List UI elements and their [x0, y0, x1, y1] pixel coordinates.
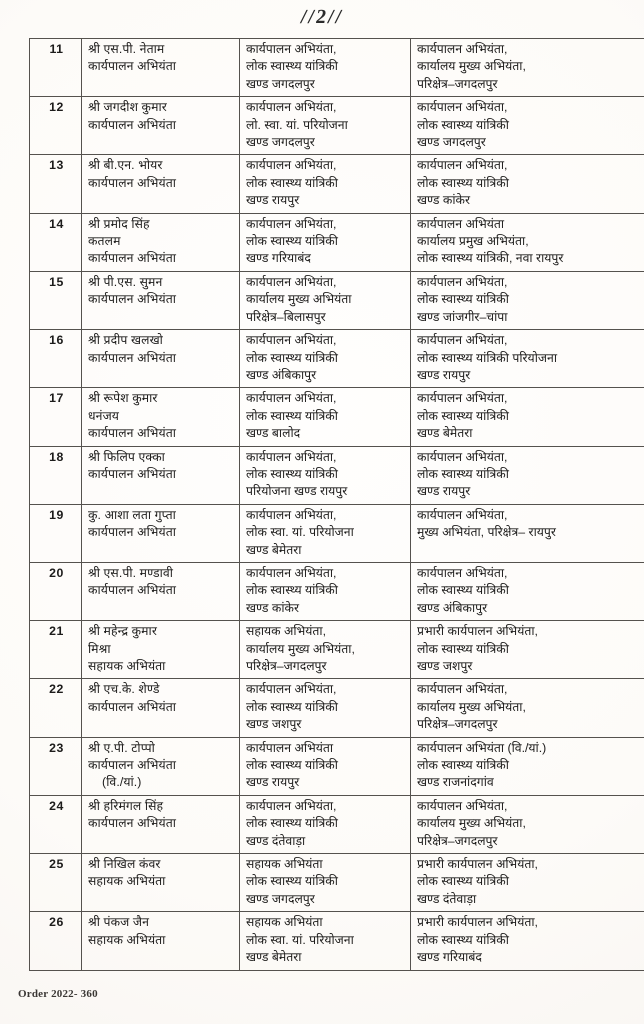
- cell-officer-name: [82, 446, 240, 504]
- cell-new-posting-line: खण्ड दंतेवाड़ा: [417, 891, 477, 906]
- cell-present-posting: [240, 388, 411, 446]
- cell-new-posting-line: कार्यपालन अभियंता,: [417, 682, 508, 697]
- cell-new-posting-line: खण्ड जांजगीर–चांपा: [417, 309, 508, 324]
- cell-officer-name: [82, 271, 240, 329]
- cell-present-posting-line: खण्ड जशपुर: [246, 717, 302, 732]
- cell-new-posting-line: मुख्य अभियंता, परिक्षेत्र– रायपुर: [417, 525, 556, 540]
- cell-serial-number: 21: [30, 621, 82, 679]
- cell-new-posting-line: कार्यालय मुख्य अभियंता,: [417, 59, 526, 74]
- cell-officer-name-line: मिश्रा: [88, 641, 111, 656]
- cell-officer-name-line: श्री एस.पी. नेताम: [88, 42, 165, 56]
- cell-present-posting-line: खण्ड बालोद: [246, 426, 301, 441]
- cell-new-posting-line: कार्यपालन अभियंता,: [417, 42, 508, 56]
- cell-officer-name-line: कु. आशा लता गुप्ता: [88, 507, 176, 522]
- cell-officer-name: [82, 562, 240, 620]
- cell-present-posting-line: खण्ड रायपुर: [246, 193, 300, 208]
- cell-new-posting: [411, 213, 644, 271]
- cell-present-posting-line: सहायक अभियंता,: [246, 624, 326, 639]
- table-row: [30, 562, 644, 620]
- cell-present-posting: [240, 446, 411, 504]
- cell-present-posting-line: कार्यपालन अभियंता,: [246, 391, 337, 406]
- cell-officer-name-line: कार्यपालन अभियंता: [88, 350, 177, 365]
- cell-officer-name-line: श्री फिलिप एक्का: [88, 449, 165, 464]
- cell-present-posting-line: परियोजना खण्ड रायपुर: [246, 484, 348, 499]
- cell-officer-name: [82, 330, 240, 388]
- table-row: [30, 388, 644, 446]
- cell-present-posting-line: कार्यालय मुख्य अभियंता,: [246, 641, 355, 656]
- cell-officer-name-line: श्री प्रदीप खलखो: [88, 333, 163, 348]
- cell-officer-name: [82, 388, 240, 446]
- cell-present-posting-line: खण्ड कांकेर: [246, 600, 299, 615]
- cell-officer-name-line: कार्यपालन अभियंता: [88, 292, 177, 307]
- cell-officer-name-line: श्री पंकज जैन: [88, 915, 150, 930]
- cell-new-posting: [411, 446, 644, 504]
- cell-present-posting-line: कार्यपालन अभियंता,: [246, 158, 337, 173]
- cell-serial-number: 23: [30, 737, 82, 795]
- cell-present-posting-line: लोक स्वास्थ्य यांत्रिकी: [246, 816, 338, 831]
- cell-officer-name: [82, 795, 240, 853]
- cell-present-posting-line: कार्यपालन अभियंता,: [246, 333, 337, 348]
- cell-officer-name-line: कार्यपालन अभियंता: [88, 175, 177, 190]
- cell-present-posting-line: खण्ड गरियाबंद: [246, 251, 311, 266]
- cell-new-posting-line: प्रभारी कार्यपालन अभियंता,: [417, 857, 538, 872]
- cell-present-posting-line: लोक स्वास्थ्य यांत्रिकी: [246, 59, 338, 74]
- cell-new-posting: [411, 271, 644, 329]
- cell-present-posting-line: परिक्षेत्र–जगदलपुर: [246, 659, 327, 673]
- cell-new-posting: [411, 388, 644, 446]
- cell-new-posting-line: कार्यपालन अभियंता,: [417, 274, 508, 289]
- cell-new-posting-line: कार्यपालन अभियंता,: [417, 449, 508, 464]
- cell-present-posting: [240, 39, 411, 97]
- cell-officer-name-line: कार्यपालन अभियंता: [88, 426, 177, 441]
- cell-present-posting-line: खण्ड जगदलपुर: [246, 891, 315, 906]
- cell-present-posting: [240, 737, 411, 795]
- table-row: [30, 39, 644, 97]
- cell-officer-name-line: कार्यपालन अभियंता: [88, 117, 177, 132]
- cell-serial-number: 24: [30, 795, 82, 853]
- cell-new-posting-line: कार्यपालन अभियंता,: [417, 333, 508, 348]
- cell-present-posting-line: कार्यपालन अभियंता,: [246, 798, 337, 813]
- cell-officer-name-line: श्री ए.पी. टोप्पो: [88, 740, 155, 755]
- cell-present-posting-line: कार्यपालन अभियंता,: [246, 216, 337, 231]
- cell-new-posting-line: खण्ड जगदलपुर: [417, 135, 486, 150]
- cell-new-posting-line: कार्यपालन अभियंता,: [417, 391, 508, 406]
- cell-officer-name-line: श्री रूपेश कुमार: [88, 391, 158, 406]
- cell-new-posting-line: प्रभारी कार्यपालन अभियंता,: [417, 915, 538, 930]
- cell-officer-name-line: कतलम: [88, 234, 121, 249]
- cell-serial-number: 17: [30, 388, 82, 446]
- cell-present-posting-line: लोक स्वास्थ्य यांत्रिकी: [246, 874, 338, 889]
- cell-new-posting-line: खण्ड राजनांदगांव: [417, 775, 494, 790]
- cell-present-posting-line: लोक स्वास्थ्य यांत्रिकी: [246, 699, 338, 714]
- cell-new-posting: [411, 795, 644, 853]
- cell-new-posting: [411, 562, 644, 620]
- cell-new-posting-line: खण्ड गरियाबंद: [417, 950, 482, 965]
- cell-new-posting-line: लोक स्वास्थ्य यांत्रिकी: [417, 117, 509, 132]
- cell-present-posting: [240, 271, 411, 329]
- table-row: [30, 271, 644, 329]
- table-row: [30, 854, 644, 912]
- cell-new-posting-line: कार्यालय मुख्य अभियंता,: [417, 816, 526, 831]
- cell-new-posting: [411, 912, 644, 970]
- cell-officer-name: [82, 912, 240, 970]
- cell-officer-name-line: श्री हरिमंगल सिंह: [88, 798, 164, 813]
- cell-officer-name-line: सहायक अभियंता: [88, 659, 166, 673]
- cell-present-posting-line: लोक स्वास्थ्य यांत्रिकी: [246, 175, 338, 190]
- cell-serial-number: 12: [30, 97, 82, 155]
- cell-present-posting-line: लोक स्वास्थ्य यांत्रिकी: [246, 234, 338, 249]
- cell-officer-name-line: श्री एच.के. शेण्डे: [88, 682, 160, 697]
- cell-present-posting-line: खण्ड बेमेतरा: [246, 950, 302, 965]
- cell-present-posting-line: लोक स्वास्थ्य यांत्रिकी: [246, 408, 338, 423]
- cell-officer-name: [82, 97, 240, 155]
- cell-new-posting: [411, 155, 644, 213]
- transfer-order-table: [29, 38, 644, 971]
- cell-present-posting-line: कार्यपालन अभियंता,: [246, 507, 337, 522]
- cell-serial-number: 25: [30, 854, 82, 912]
- cell-officer-name: [82, 621, 240, 679]
- cell-present-posting-line: परिक्षेत्र–बिलासपुर: [246, 309, 326, 324]
- cell-new-posting-line: लोक स्वास्थ्य यांत्रिकी: [417, 583, 509, 598]
- cell-new-posting-line: लोक स्वास्थ्य यांत्रिकी: [417, 641, 509, 656]
- table-row: [30, 621, 644, 679]
- table-row: [30, 330, 644, 388]
- cell-new-posting-line: खण्ड कांकेर: [417, 193, 470, 208]
- cell-new-posting: [411, 679, 644, 737]
- cell-officer-name: [82, 504, 240, 562]
- cell-officer-name-line: श्री जगदीश कुमार: [88, 100, 167, 115]
- cell-new-posting-line: खण्ड जशपुर: [417, 659, 473, 673]
- cell-officer-name: [82, 679, 240, 737]
- cell-new-posting-line: लोक स्वास्थ्य यांत्रिकी, नवा रायपुर: [417, 251, 564, 266]
- cell-officer-name-line: कार्यपालन अभियंता: [88, 251, 177, 266]
- cell-officer-name-line: धनंजय: [88, 408, 120, 423]
- cell-present-posting-line: खण्ड बेमेतरा: [246, 542, 302, 557]
- cell-new-posting-line: कार्यालय मुख्य अभियंता,: [417, 699, 526, 714]
- table-row: [30, 446, 644, 504]
- cell-serial-number: 16: [30, 330, 82, 388]
- cell-new-posting-line: खण्ड अंबिकापुर: [417, 600, 488, 615]
- cell-present-posting-line: कार्यपालन अभियंता,: [246, 682, 337, 697]
- cell-serial-number: 22: [30, 679, 82, 737]
- page-number-mark: //2//: [299, 6, 345, 28]
- table-row: [30, 504, 644, 562]
- cell-new-posting-line: कार्यपालन अभियंता,: [417, 158, 508, 173]
- cell-present-posting: [240, 679, 411, 737]
- cell-serial-number: 26: [30, 912, 82, 970]
- cell-officer-name-line: कार्यपालन अभियंता: [88, 525, 177, 540]
- cell-officer-name-line: श्री बी.एन. भोयर: [88, 158, 163, 173]
- cell-serial-number: 19: [30, 504, 82, 562]
- cell-present-posting-line: लोक स्वास्थ्य यांत्रिकी: [246, 350, 338, 365]
- cell-new-posting-line: प्रभारी कार्यपालन अभियंता,: [417, 624, 538, 639]
- table-row: [30, 97, 644, 155]
- cell-officer-name-line: (वि./यां.): [102, 775, 142, 790]
- table-row: [30, 912, 644, 970]
- cell-new-posting-line: कार्यपालन अभियंता: [417, 216, 505, 231]
- cell-present-posting-line: खण्ड अंबिकापुर: [246, 367, 317, 382]
- cell-officer-name-line: श्री निखिल कंवर: [88, 857, 161, 872]
- cell-present-posting: [240, 854, 411, 912]
- cell-present-posting-line: कार्यपालन अभियंता,: [246, 42, 337, 56]
- cell-officer-name-line: श्री एस.पी. मण्डावी: [88, 565, 174, 580]
- cell-new-posting-line: खण्ड बेमेतरा: [417, 426, 473, 441]
- cell-present-posting-line: सहायक अभियंता: [246, 857, 323, 872]
- cell-new-posting-line: कार्यपालन अभियंता (वि./यां.): [417, 740, 547, 755]
- cell-serial-number: 14: [30, 213, 82, 271]
- cell-present-posting-line: कार्यपालन अभियंता,: [246, 274, 337, 289]
- cell-new-posting-line: खण्ड रायपुर: [417, 484, 471, 499]
- cell-officer-name-line: कार्यपालन अभियंता: [88, 583, 177, 598]
- table-row: [30, 213, 644, 271]
- cell-present-posting: [240, 912, 411, 970]
- cell-serial-number: 18: [30, 446, 82, 504]
- cell-serial-number: 20: [30, 562, 82, 620]
- cell-present-posting-line: खण्ड रायपुर: [246, 775, 300, 790]
- cell-officer-name-line: श्री महेन्द्र कुमार: [88, 624, 157, 639]
- cell-present-posting-line: लोक स्वा. यां. परियोजना: [246, 525, 354, 540]
- cell-present-posting-line: कार्यपालन अभियंता,: [246, 565, 337, 580]
- cell-present-posting-line: लोक स्वा. यां. परियोजना: [246, 932, 354, 947]
- cell-new-posting-line: लोक स्वास्थ्य यांत्रिकी: [417, 292, 509, 307]
- cell-new-posting: [411, 854, 644, 912]
- cell-new-posting-line: परिक्षेत्र–जगदलपुर: [417, 76, 498, 91]
- cell-serial-number: 11: [30, 39, 82, 97]
- cell-officer-name: [82, 39, 240, 97]
- table-row: [30, 737, 644, 795]
- cell-new-posting-line: लोक स्वास्थ्य यांत्रिकी: [417, 758, 509, 773]
- cell-officer-name: [82, 155, 240, 213]
- cell-officer-name-line: श्री पी.एस. सुमन: [88, 274, 163, 289]
- table-row: [30, 679, 644, 737]
- cell-officer-name-line: सहायक अभियंता: [88, 932, 166, 947]
- cell-present-posting: [240, 330, 411, 388]
- cell-present-posting: [240, 795, 411, 853]
- cell-new-posting-line: लोक स्वास्थ्य यांत्रिकी: [417, 408, 509, 423]
- cell-officer-name: [82, 854, 240, 912]
- order-footer-note: Order 2022- 360: [18, 988, 98, 1000]
- cell-officer-name-line: कार्यपालन अभियंता: [88, 699, 177, 714]
- cell-new-posting-line: लोक स्वास्थ्य यांत्रिकी: [417, 466, 509, 481]
- cell-new-posting: [411, 97, 644, 155]
- table-body: [30, 39, 644, 971]
- cell-serial-number: 15: [30, 271, 82, 329]
- cell-present-posting: [240, 562, 411, 620]
- cell-new-posting: [411, 39, 644, 97]
- table-row: [30, 155, 644, 213]
- cell-officer-name-line: कार्यपालन अभियंता: [88, 758, 177, 773]
- cell-officer-name: [82, 737, 240, 795]
- cell-new-posting-line: लोक स्वास्थ्य यांत्रिकी परियोजना: [417, 350, 558, 365]
- cell-new-posting: [411, 621, 644, 679]
- cell-present-posting-line: लोक स्वास्थ्य यांत्रिकी: [246, 466, 338, 481]
- cell-officer-name-line: कार्यपालन अभियंता: [88, 816, 177, 831]
- cell-present-posting-line: लोक स्वास्थ्य यांत्रिकी: [246, 758, 338, 773]
- cell-serial-number: 13: [30, 155, 82, 213]
- cell-new-posting-line: कार्यपालन अभियंता,: [417, 507, 508, 522]
- cell-new-posting-line: कार्यपालन अभियंता,: [417, 565, 508, 580]
- cell-present-posting-line: कार्यपालन अभियंता,: [246, 100, 337, 115]
- cell-new-posting-line: खण्ड रायपुर: [417, 367, 471, 382]
- cell-new-posting-line: परिक्षेत्र–जगदलपुर: [417, 833, 498, 848]
- cell-new-posting: [411, 737, 644, 795]
- table-row: [30, 795, 644, 853]
- cell-present-posting: [240, 621, 411, 679]
- cell-officer-name-line: सहायक अभियंता: [88, 874, 166, 889]
- cell-officer-name: [82, 213, 240, 271]
- cell-new-posting: [411, 504, 644, 562]
- cell-present-posting-line: खण्ड जगदलपुर: [246, 76, 315, 91]
- cell-officer-name-line: कार्यपालन अभियंता: [88, 466, 177, 481]
- cell-officer-name-line: कार्यपालन अभियंता: [88, 59, 177, 74]
- cell-new-posting-line: परिक्षेत्र–जगदलपुर: [417, 717, 498, 732]
- cell-present-posting-line: लोक स्वास्थ्य यांत्रिकी: [246, 583, 338, 598]
- cell-present-posting-line: कार्यपालन अभियंता: [246, 740, 334, 755]
- cell-present-posting: [240, 504, 411, 562]
- cell-present-posting: [240, 97, 411, 155]
- cell-new-posting-line: कार्यपालन अभियंता,: [417, 798, 508, 813]
- cell-new-posting: [411, 330, 644, 388]
- cell-present-posting-line: कार्यालय मुख्य अभियंता: [246, 292, 352, 307]
- cell-new-posting-line: लोक स्वास्थ्य यांत्रिकी: [417, 874, 509, 889]
- cell-present-posting: [240, 213, 411, 271]
- cell-present-posting-line: खण्ड दंतेवाड़ा: [246, 833, 306, 848]
- cell-new-posting-line: कार्यपालन अभियंता,: [417, 100, 508, 115]
- cell-present-posting-line: लो. स्वा. यां. परियोजना: [246, 117, 348, 132]
- cell-new-posting-line: लोक स्वास्थ्य यांत्रिकी: [417, 175, 509, 190]
- cell-present-posting: [240, 155, 411, 213]
- cell-new-posting-line: कार्यालय प्रमुख अभियंता,: [417, 234, 529, 249]
- cell-officer-name-line: श्री प्रमोद सिंह: [88, 216, 150, 231]
- cell-present-posting-line: सहायक अभियंता: [246, 915, 323, 930]
- cell-present-posting-line: कार्यपालन अभियंता,: [246, 449, 337, 464]
- cell-new-posting-line: लोक स्वास्थ्य यांत्रिकी: [417, 932, 509, 947]
- cell-present-posting-line: खण्ड जगदलपुर: [246, 135, 315, 150]
